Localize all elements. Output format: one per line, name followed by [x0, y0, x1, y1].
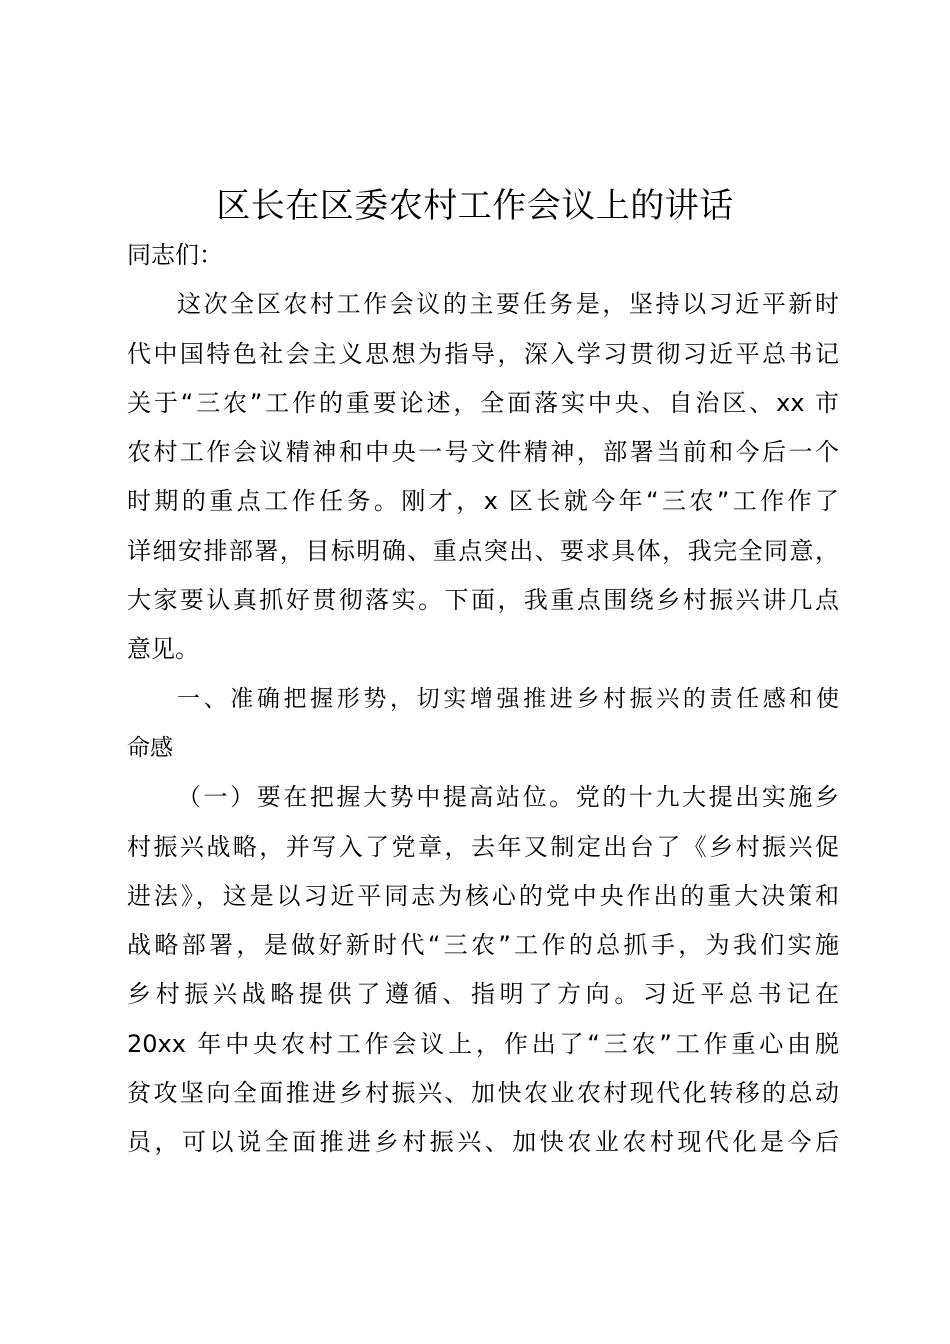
section-heading-line: 一、准确把握形势，切实增强推进乡村振兴的责任感和使 — [177, 685, 839, 712]
text-line: 意见。 — [127, 635, 199, 664]
text-line: 进法》，这是以习近平同志为核心的党中央作出的重大决策和 — [127, 881, 839, 910]
text-line: 时期的重点工作任务。刚才，x 区长就今年“三农”工作作了 — [127, 487, 839, 516]
text-line: 代中国特色社会主义思想为指导，深入学习贯彻习近平总书记 — [127, 339, 839, 368]
text-line: 员，可以说全面推进乡村振兴、加快农业农村现代化是今后 — [127, 1128, 839, 1157]
text-line: 村振兴战略，并写入了党章，去年又制定出台了《乡村振兴促 — [127, 832, 839, 861]
salutation: 同志们： — [127, 241, 223, 269]
document-title: 区长在区委农村工作会议上的讲话 — [216, 186, 734, 226]
document-body — [127, 231, 839, 1168]
text-line: （一）要在把握大势中提高站位。党的十九大提出实施乡 — [177, 783, 839, 812]
text-line: 战略部署，是做好新时代“三农”工作的总抓手，为我们实施 — [127, 931, 839, 960]
text-line: 这次全区农村工作会议的主要任务是，坚持以习近平新时 — [177, 290, 839, 319]
text-line: 详细安排部署，目标明确、重点突出、要求具体，我完全同意， — [127, 536, 839, 565]
text-line: 农村工作会议精神和中央一号文件精神，部署当前和今后一个 — [127, 438, 839, 467]
text-line: 贫攻坚向全面推进乡村振兴、加快农业农村现代化转移的总动 — [127, 1079, 839, 1108]
section-heading-line: 命感 — [127, 734, 173, 761]
paragraph-lines — [127, 280, 839, 1167]
text-line: 乡村振兴战略提供了遵循、指明了方向。习近平总书记在 — [127, 980, 839, 1009]
text-line: 20xx 年中央农村工作会议上，作出了“三农”工作重心由脱 — [127, 1029, 839, 1058]
text-line: 大家要认真抓好贯彻落实。下面，我重点围绕乡村振兴讲几点 — [127, 586, 839, 615]
text-line: 关于“三农”工作的重要论述，全面落实中央、自治区、xx 市 — [127, 388, 839, 417]
